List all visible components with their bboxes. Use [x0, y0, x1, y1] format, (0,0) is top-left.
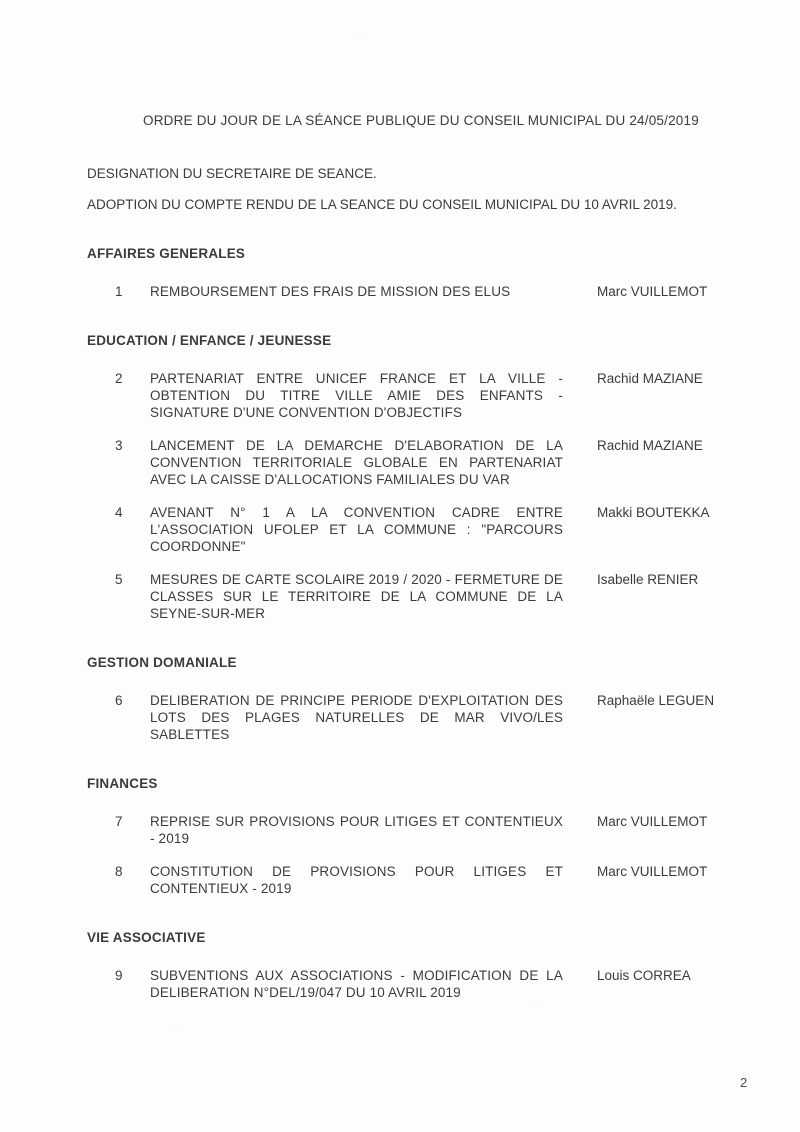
agenda-item-row — [115, 571, 740, 622]
page-number: 2 — [740, 1075, 748, 1090]
agenda-item-number: 8 — [115, 864, 123, 879]
agenda-item-number: 3 — [115, 438, 123, 453]
agenda-item-title: LANCEMENT DE LA DEMARCHE D'ELABORATION DE LA CONVENTION TERRITORIALE GLOBALE EN PARTENARIAT AVEC LA CAISSE D'ALLOCATIONS FAMILIALES DU VAR — [150, 438, 563, 487]
agenda-item-rapporteur: Marc VUILLEMOT — [597, 864, 708, 879]
agenda-item-row — [115, 437, 740, 488]
section-heading: AFFAIRES GENERALES — [87, 246, 246, 261]
agenda-item-number: 7 — [115, 814, 123, 829]
agenda-section — [87, 622, 740, 743]
document-title: ORDRE DU JOUR DE LA SÉANCE PUBLIQUE DU CONSEIL MUNICIPAL DU 24/05/2019 — [143, 113, 699, 128]
agenda-item-title: REPRISE SUR PROVISIONS POUR LITIGES ET CONTENTIEUX - 2019 — [150, 814, 563, 846]
agenda-item-row — [115, 967, 740, 1001]
section-heading: VIE ASSOCIATIVE — [87, 930, 206, 945]
agenda-item-number: 9 — [115, 968, 123, 983]
section-items — [87, 349, 740, 622]
agenda-item-rapporteur: Rachid MAZIANE — [597, 438, 703, 453]
agenda-item-row — [115, 692, 740, 743]
section-items — [87, 262, 740, 300]
agenda-item-number: 6 — [115, 693, 123, 708]
section-heading: EDUCATION / ENFANCE / JEUNESSE — [87, 333, 332, 348]
section-heading: GESTION DOMANIALE — [87, 655, 237, 670]
agenda-item-title: MESURES DE CARTE SCOLAIRE 2019 / 2020 - FERMETURE DE CLASSES SUR LE TERRITOIRE DE LA COMMUNE DE LA SEYNE-SUR-MER — [150, 572, 563, 621]
agenda-item-title: AVENANT N° 1 A LA CONVENTION CADRE ENTRE L'ASSOCIATION UFOLEP ET LA COMMUNE : "PARCOURS COORDONNE" — [150, 505, 563, 554]
agenda-item-number: 2 — [115, 371, 123, 386]
agenda-item-title: CONSTITUTION DE PROVISIONS POUR LITIGES ET CONTENTIEUX - 2019 — [150, 864, 563, 896]
agenda-item-rapporteur: Marc VUILLEMOT — [597, 284, 708, 299]
agenda-item-title: DELIBERATION DE PRINCIPE PERIODE D'EXPLOITATION DES LOTS DES PLAGES NATURELLES DE MAR VIVO/LES SABLETTES — [150, 693, 563, 742]
agenda-item-rapporteur: Makki BOUTEKKA — [597, 505, 710, 520]
intro-section — [87, 129, 740, 213]
agenda-item-title: REMBOURSEMENT DES FRAIS DE MISSION DES ELUS — [150, 284, 511, 299]
section-heading: FINANCES — [87, 776, 158, 791]
agenda-item-number: 4 — [115, 505, 123, 520]
agenda-sections — [87, 213, 740, 1001]
agenda-section — [87, 743, 740, 897]
agenda-item-title: PARTENARIAT ENTRE UNICEF FRANCE ET LA VILLE - OBTENTION DU TITRE VILLE AMIE DES ENFANTS - SIGNATURE D'UNE CONVENTION D'OBJECTIFS — [150, 371, 563, 420]
agenda-section — [87, 213, 740, 300]
agenda-item-row — [115, 813, 740, 847]
agenda-item-row — [115, 370, 740, 421]
section-items — [87, 946, 740, 1001]
agenda-item-number: 5 — [115, 572, 123, 587]
agenda-item-rapporteur: Raphaële LEGUEN — [597, 693, 715, 708]
agenda-item-row — [115, 863, 740, 897]
agenda-item-rapporteur: Louis CORREA — [597, 968, 691, 983]
intro-line: ADOPTION DU COMPTE RENDU DE LA SEANCE DU CONSEIL MUNICIPAL DU 10 AVRIL 2019. — [87, 197, 677, 212]
agenda-item-row — [115, 283, 740, 300]
agenda-item-rapporteur: Rachid MAZIANE — [597, 371, 703, 386]
agenda-item-row — [115, 504, 740, 555]
agenda-section — [87, 897, 740, 1001]
agenda-section — [87, 300, 740, 622]
section-items — [87, 671, 740, 743]
intro-line: DESIGNATION DU SECRETAIRE DE SEANCE. — [87, 166, 377, 181]
agenda-item-rapporteur: Isabelle RENIER — [597, 572, 699, 587]
section-items — [87, 792, 740, 897]
agenda-item-title: SUBVENTIONS AUX ASSOCIATIONS - MODIFICATION DE LA DELIBERATION N°DEL/19/047 DU 10 AVRIL 2019 — [150, 968, 563, 1000]
agenda-item-number: 1 — [115, 284, 123, 299]
agenda-item-rapporteur: Marc VUILLEMOT — [597, 814, 708, 829]
